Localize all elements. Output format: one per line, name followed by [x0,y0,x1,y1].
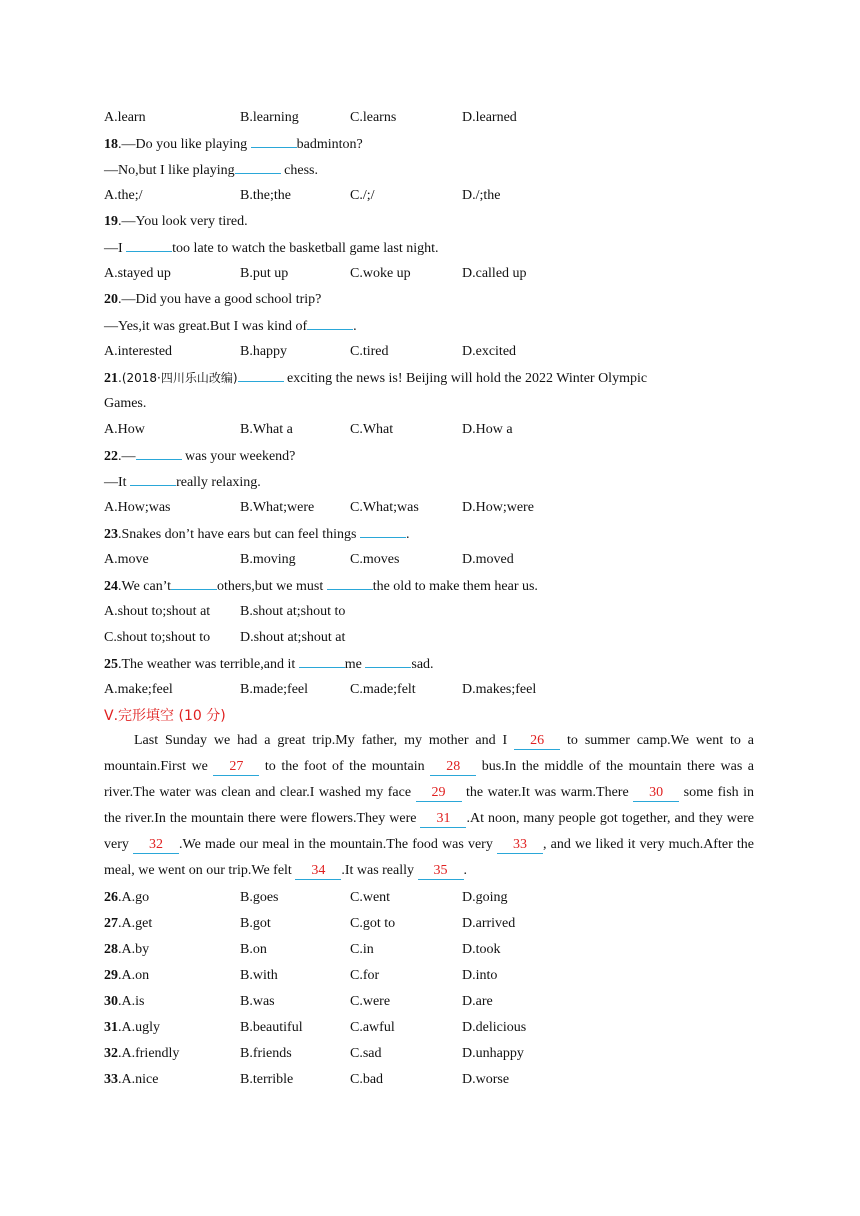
question-number: 25 [104,657,118,672]
option-b[interactable]: B.shout at;shout to [240,604,346,619]
answer-blank[interactable] [307,317,353,330]
option-a[interactable]: A.is [121,994,145,1009]
question-number: 22 [104,449,118,464]
cloze-blank[interactable]: 31 [420,811,466,828]
answer-row: 29.A.on [104,968,150,983]
passage-text: some fish in the river.In the mountain there were flowers.They were [104,785,755,826]
question-22-line1 [104,447,295,466]
option-b[interactable]: B.terrible [240,1072,294,1087]
cloze-blank[interactable]: 30 [633,785,679,802]
question-text: really relaxing. [176,475,261,490]
option-d[interactable]: D./;the [462,188,501,203]
question-text: —No,but I like playing [104,163,235,178]
option-b[interactable]: B.made;feel [240,682,309,697]
option-d[interactable]: D.worse [462,1072,510,1087]
option-b[interactable]: B.beautiful [240,1020,303,1035]
option-a[interactable]: A.stayed up [104,266,171,281]
answer-row: 31.A.ugly [104,1020,160,1035]
question-23-line1 [104,525,409,544]
option-c[interactable]: C.moves [350,552,400,567]
answer-row: 27.A.get [104,916,153,931]
question-text: .—You look very tired. [118,214,248,229]
answer-blank[interactable] [126,239,172,252]
option-d[interactable]: D.into [462,968,498,983]
question-text: badminton? [296,137,363,152]
option-b[interactable]: B.goes [240,890,279,905]
question-number: 24 [104,579,118,594]
passage-text: .It was really [341,863,418,878]
option-b[interactable]: B.was [240,994,275,1009]
answer-row: 33.A.nice [104,1072,159,1087]
question-number: 29 [104,968,118,983]
answer-blank[interactable] [235,161,281,174]
question-text: —Yes,it was great.But I was kind of [104,319,308,334]
option-b[interactable]: B.moving [240,552,296,567]
option-a[interactable]: A.How [104,422,145,437]
option-a[interactable]: A.on [121,968,150,983]
answer-blank[interactable] [327,577,373,590]
option-b[interactable]: B.friends [240,1046,292,1061]
option-c[interactable]: C.for [350,968,380,983]
option-b[interactable]: B.got [240,916,271,931]
question-number: 18 [104,137,118,152]
option-d[interactable]: D.unhappy [462,1046,524,1061]
option-c[interactable]: C.tired [350,344,389,359]
option-c[interactable]: C.What [350,422,394,437]
question-18-line2 [104,161,318,180]
question-number: 31 [104,1020,118,1035]
answer-blank[interactable] [360,525,406,538]
question-text: —I [104,241,127,256]
question-text: sad. [411,657,434,672]
passage-text: .At noon, many people got together, and they were very [104,811,754,852]
cloze-blank[interactable]: 32 [133,837,179,854]
option-a[interactable]: A.make;feel [104,682,173,697]
question-number: 21 [104,371,118,386]
cloze-blank[interactable]: 29 [416,785,462,802]
option-c[interactable]: C.bad [350,1072,384,1087]
question-text: was your weekend? [181,449,296,464]
option-c[interactable]: C.sad [350,1046,382,1061]
question-number: 23 [104,527,118,542]
question-21-line2 [104,395,146,413]
question-text: exciting the news is! Beijing will hold the 2022 Winter Olympic [283,371,648,386]
question-text: .Snakes don’t have ears but can feel things [118,527,360,542]
cloze-blank[interactable]: 34 [295,863,341,880]
answer-blank[interactable] [136,447,182,460]
question-21-line1 [104,369,647,388]
option-a[interactable]: A.friendly [121,1046,180,1061]
answer-blank[interactable] [171,577,217,590]
option-d[interactable]: D.How;were [462,500,534,515]
option-a[interactable]: A.get [121,916,153,931]
passage-text: .We made our meal in the mountain.The food was very [179,837,497,852]
option-a[interactable]: A.learn [104,110,146,125]
answer-row: 32.A.friendly [104,1046,180,1061]
question-19-line2 [104,239,439,258]
option-b[interactable]: B.with [240,968,278,983]
option-b[interactable]: B.What;were [240,500,315,515]
option-d[interactable]: D.shout at;shout at [240,630,346,645]
option-d[interactable]: D.makes;feel [462,682,537,697]
question-text: too late to watch the basketball game last night. [172,241,439,256]
option-d[interactable]: D.called up [462,266,527,281]
option-a[interactable]: A.interested [104,344,173,359]
question-number: 19 [104,214,118,229]
option-d[interactable]: D.going [462,890,508,905]
option-b[interactable]: B.happy [240,344,288,359]
question-number: 26 [104,890,118,905]
option-a[interactable]: A.shout to;shout at [104,604,211,619]
cloze-blank[interactable]: 26 [514,733,560,750]
question-text: .The weather was terrible,and it [118,657,299,672]
question-number: 30 [104,994,118,1009]
question-source: .(2018·四川乐山改编) [118,371,238,385]
option-c[interactable]: C.awful [350,1020,395,1035]
question-number: 33 [104,1072,118,1087]
passage-text: to summer camp.We went to a mountain.First we [104,733,755,774]
cloze-blank[interactable]: 35 [418,863,464,880]
option-a[interactable]: A.by [121,942,150,957]
option-c[interactable]: C.went [350,890,391,905]
option-c[interactable]: C.were [350,994,391,1009]
section-heading: Ⅴ.完形填空 (10 分) [104,708,226,724]
option-b[interactable]: B.learning [240,110,299,125]
option-c[interactable]: C./;/ [350,188,375,203]
question-text: others,but we must [217,579,327,594]
passage-text: the water.It was warm.There [461,785,634,800]
question-number: 32 [104,1046,118,1061]
passage-text: Last Sunday we had a great trip.My father, my mother and I [134,733,515,748]
question-number: 28 [104,942,118,957]
option-a[interactable]: A.nice [121,1072,159,1087]
answer-blank[interactable] [299,655,345,668]
option-d[interactable]: D.are [462,994,493,1009]
answer-row: 26.A.go [104,890,150,905]
answer-blank[interactable] [238,369,284,382]
option-c[interactable]: C.got to [350,916,396,931]
question-text: .—Do you like playing [118,137,251,152]
option-d[interactable]: D.moved [462,552,514,567]
question-text: the old to make them hear us. [372,579,538,594]
cloze-blank[interactable]: 33 [497,837,543,854]
option-c[interactable]: C.in [350,942,374,957]
option-c[interactable]: C.What;was [350,500,419,515]
question-18-line1 [104,135,363,154]
question-text: chess. [280,163,318,178]
question-text: .—Did you have a good school trip? [118,292,322,307]
answer-row: 28.A.by [104,942,150,957]
question-text: . [405,527,410,542]
question-text: .— [118,449,136,464]
option-d[interactable]: D.arrived [462,916,516,931]
question-text: —It [104,475,131,490]
cloze-blank[interactable]: 27 [213,759,259,776]
option-a[interactable]: A.the;/ [104,188,143,203]
cloze-blank[interactable]: 28 [430,759,476,776]
passage-text: to the foot of the mountain [259,759,431,774]
option-c[interactable]: C.shout to;shout to [104,630,211,645]
passage-text: bus.In the middle of the mountain there was a river.The water was clean and clear.I washed my face [104,759,754,800]
question-text: . [353,319,357,334]
passage-text: . [463,863,468,878]
option-d[interactable]: D.How a [462,422,513,437]
option-a[interactable]: A.go [121,890,150,905]
option-d[interactable]: D.learned [462,110,517,125]
option-a[interactable]: A.ugly [121,1020,160,1035]
answer-blank[interactable] [365,655,411,668]
question-text: me [344,657,366,672]
option-c[interactable]: C.woke up [350,266,411,281]
option-b[interactable]: B.What a [240,422,293,437]
question-20-line1 [104,291,321,309]
option-c[interactable]: C.made;felt [350,682,416,697]
question-25-line1 [104,655,434,674]
option-d[interactable]: D.delicious [462,1020,527,1035]
answer-blank[interactable] [130,473,176,486]
question-text: Games. [104,396,147,411]
question-text: .We can’t [118,579,172,594]
option-d[interactable]: D.took [462,942,501,957]
option-a[interactable]: A.How;was [104,500,171,515]
question-20-line2 [104,317,357,336]
answer-row: 30.A.is [104,994,145,1009]
option-b[interactable]: B.the;the [240,188,291,203]
option-d[interactable]: D.excited [462,344,517,359]
passage-text: , and we liked it very much.After the meal, we went on our trip.We felt [104,837,754,878]
option-b[interactable]: B.on [240,942,267,957]
question-number: 20 [104,292,118,307]
question-22-line2 [104,473,261,492]
option-a[interactable]: A.move [104,552,149,567]
cloze-passage [104,728,754,884]
question-24-line1 [104,577,538,596]
option-b[interactable]: B.put up [240,266,289,281]
option-c[interactable]: C.learns [350,110,397,125]
answer-blank[interactable] [251,135,297,148]
question-number: 27 [104,916,118,931]
question-19-line1 [104,213,248,231]
